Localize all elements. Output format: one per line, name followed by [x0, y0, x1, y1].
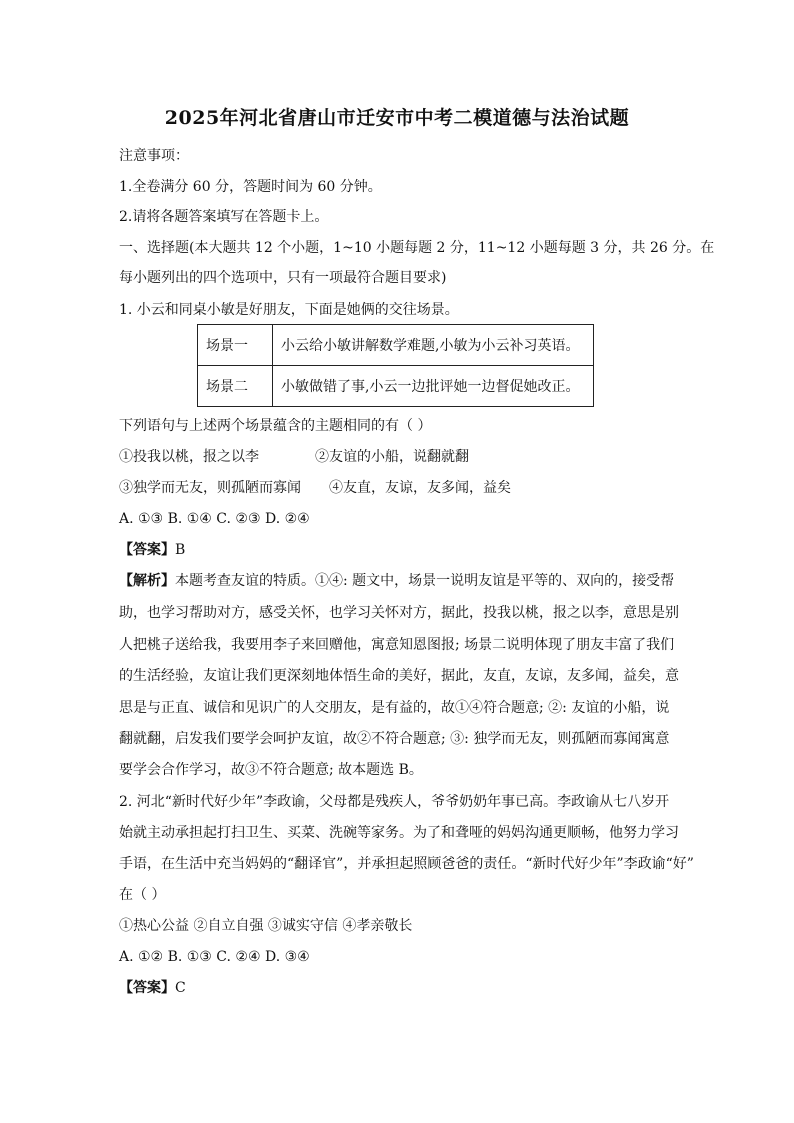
table-row — [198, 366, 594, 407]
notice-item: 2.请将各题答案填写在答题卡上。 — [119, 209, 329, 225]
answer-value: B — [175, 542, 186, 558]
analysis-text: 的生活经验，友谊让我们更深刻地体悟生命的美好，据此，友直，友谅，友多闻，益矣，意 — [119, 668, 679, 684]
section-heading: 一、选择题(本大题共 12 个小题，1~10 小题每题 2 分，11~12 小题每题 3 分，共 26 分。在 — [119, 240, 715, 256]
answer-value: C — [175, 980, 186, 996]
option-row — [119, 447, 679, 467]
option-row — [119, 478, 679, 498]
question-2-stem: 在（ ） — [119, 887, 166, 903]
analysis-text: 翻就翻，启发我们要学会呵护友谊，故②不符合题意; ③: 独学而无友，则孤陋而寡闻寓意 — [119, 731, 670, 747]
choices: A. ①② B. ①③ C. ②④ D. ③④ — [119, 949, 310, 965]
choices: A. ①③ B. ①④ C. ②③ D. ②④ — [119, 511, 310, 527]
option: ②友谊的小船，说翻就翻 — [315, 449, 469, 465]
question-1-stem: 1. 小云和同桌小敏是好朋友，下面是她俩的交往场景。 — [119, 302, 459, 318]
scene-content: 小云给小敏讲解数学难题,小敏为小云补习英语。 — [273, 325, 594, 366]
question-1-prompt: 下列语句与上述两个场景蕴含的主题相同的有（ ） — [119, 418, 432, 434]
question-2-stem: 2. 河北“新时代好少年”李政谕，父母都是残疾人，爷爷奶奶年事已高。李政谕从七八岁开 — [119, 794, 670, 810]
scene-table — [197, 324, 594, 407]
notice-heading: 注意事项： — [119, 148, 189, 164]
answer-line — [119, 540, 679, 560]
analysis-line — [119, 571, 679, 591]
analysis-text: 要学会合作学习，故③不符合题意; 故本题选 B。 — [119, 762, 423, 778]
option: ④友直，友谅，友多闻，益矣 — [329, 480, 511, 496]
notice-item: 1.全卷满分 60 分，答题时间为 60 分钟。 — [119, 179, 382, 195]
analysis-tag: 【解析】 — [119, 573, 175, 589]
page-title: 2025年河北省唐山市迁安市中考二模道德与法治试题 — [164, 107, 630, 129]
analysis-text: 助，也学习帮助对方，感受关怀，也学习关怀对方，据此，投我以桃，报之以李，意思是别 — [119, 605, 679, 621]
answer-line — [119, 978, 679, 998]
answer-tag: 【答案】 — [119, 980, 175, 996]
option-row: ①热心公益 ②自立自强 ③诚实守信 ④孝亲敬长 — [119, 918, 413, 934]
table-row — [198, 325, 594, 366]
question-2-stem: 始就主动承担起打扫卫生、买菜、洗碗等家务。为了和聋哑的妈妈沟通更顺畅，他努力学习 — [119, 825, 679, 841]
analysis-text: 本题考查友谊的特质。①④: 题文中，场景一说明友谊是平等的、双向的，接受帮 — [175, 573, 675, 589]
scene-label: 场景二 — [198, 366, 273, 407]
analysis-text: 思是与正直、诚信和见识广的人交朋友，是有益的，故①④符合题意; ②: 友谊的小船，说 — [119, 700, 670, 716]
section-heading: 每小题列出的四个选项中，只有一项最符合题目要求) — [119, 270, 447, 286]
scene-content: 小敏做错了事,小云一边批评她一边督促她改正。 — [273, 366, 594, 407]
option: ①投我以桃，报之以李 — [119, 449, 259, 465]
answer-tag: 【答案】 — [119, 542, 175, 558]
option: ③独学而无友，则孤陋而寡闻 — [119, 480, 301, 496]
scene-label: 场景一 — [198, 325, 273, 366]
question-2-stem: 手语，在生活中充当妈妈的“翻译官”，并承担起照顾爸爸的责任。“新时代好少年”李政谕“好” — [119, 856, 694, 872]
analysis-text: 人把桃子送给我，我要用李子来回赠他，寓意知恩图报; 场景二说明体现了朋友丰富了我们 — [119, 637, 675, 653]
